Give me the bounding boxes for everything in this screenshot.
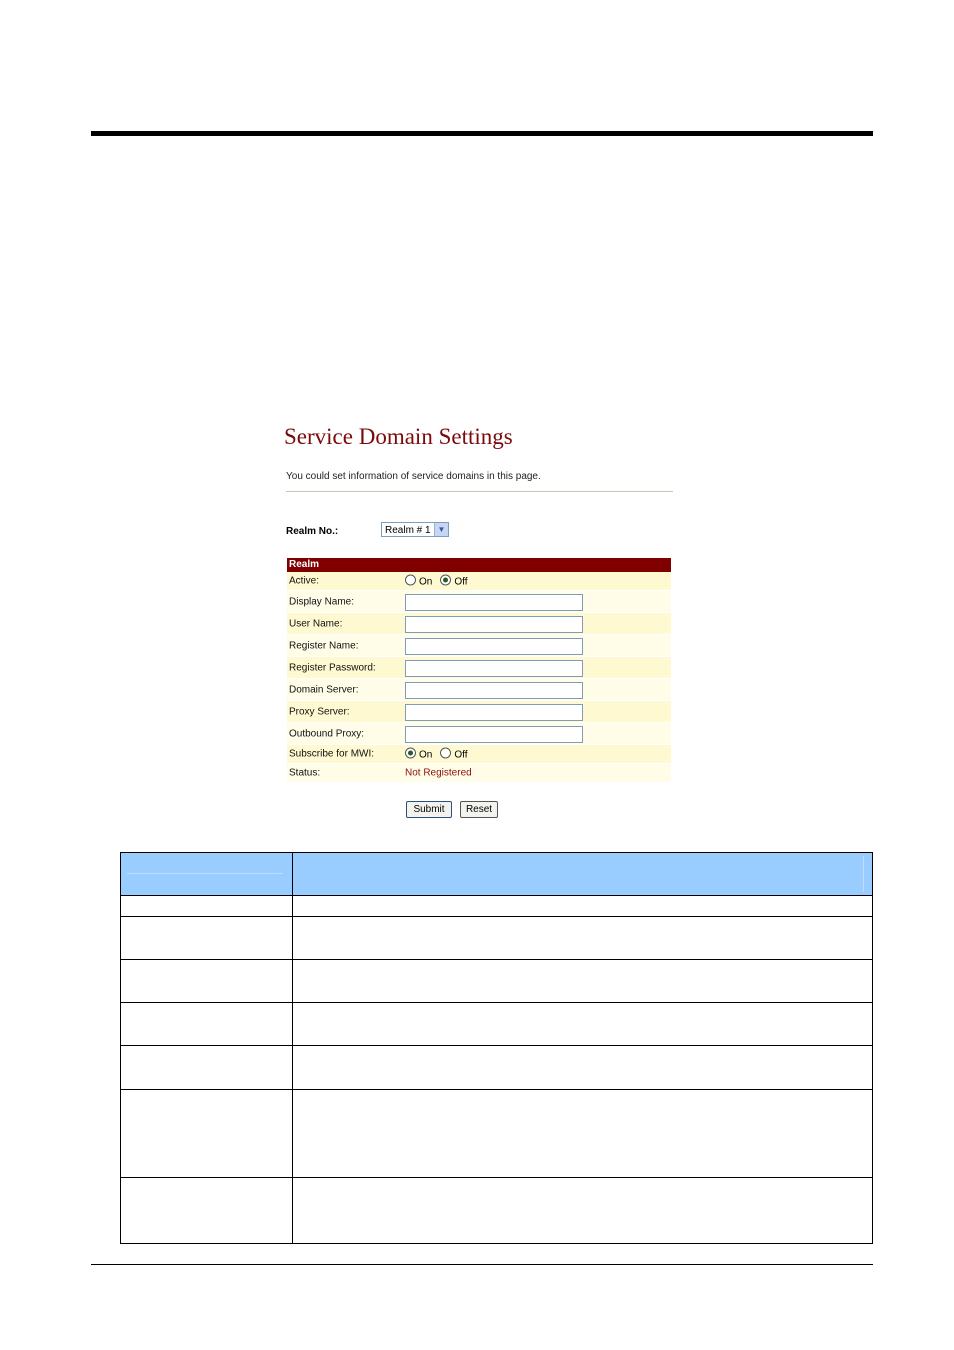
status-value: Not Registered <box>405 767 472 779</box>
mwi-on-label: On <box>419 749 433 761</box>
table-cell <box>292 917 872 960</box>
footer-rule <box>91 1264 873 1265</box>
outbound-proxy-input[interactable] <box>405 726 583 743</box>
active-on-label: On <box>419 576 433 588</box>
realm-select[interactable] <box>381 522 449 537</box>
row-subscribe-mwi <box>287 745 671 764</box>
table-row <box>121 1090 873 1178</box>
table-row <box>121 917 873 960</box>
mwi-off-radio[interactable] <box>440 748 451 759</box>
user-name-label: User Name: <box>289 618 343 629</box>
realm-select-value: Realm # 1 <box>385 525 431 536</box>
subscribe-mwi-label: Subscribe for MWI: <box>289 748 375 760</box>
panel-header: Realm <box>287 558 671 572</box>
mwi-radio-group <box>405 748 476 761</box>
mwi-on-radio[interactable] <box>405 748 416 759</box>
service-domain-screenshot <box>280 420 680 830</box>
table-cell <box>121 896 293 917</box>
proxy-server-input[interactable] <box>405 704 583 721</box>
row-proxy-server <box>287 701 671 723</box>
row-outbound-proxy <box>287 723 671 745</box>
page-description: You could set information of service domains in this page. <box>286 471 541 482</box>
active-off-radio[interactable] <box>440 575 451 586</box>
row-status <box>287 764 671 783</box>
display-name-label: Display Name: <box>289 596 355 607</box>
mwi-off-label: Off <box>454 749 468 761</box>
status-label: Status: <box>289 767 321 779</box>
outbound-proxy-label: Outbound Proxy: <box>289 728 365 739</box>
realm-no-label: Realm No.: <box>286 526 339 537</box>
row-display-name <box>287 591 671 613</box>
table-cell <box>121 1046 293 1090</box>
header-rule <box>91 131 873 136</box>
table-row <box>121 960 873 1003</box>
register-password-input[interactable] <box>405 660 583 677</box>
separator <box>286 491 673 492</box>
row-active <box>287 572 671 591</box>
table-cell <box>292 1090 872 1178</box>
domain-server-label: Domain Server: <box>289 684 359 695</box>
field-description-table <box>120 852 873 1244</box>
chevron-down-icon[interactable]: ▼ <box>434 523 448 536</box>
domain-server-input[interactable] <box>405 682 583 699</box>
table-cell <box>292 1003 872 1046</box>
table-row <box>121 1003 873 1046</box>
table-cell <box>121 1003 293 1046</box>
table-header-cell <box>292 853 872 896</box>
table-cell <box>292 960 872 1003</box>
active-off-label: Off <box>454 576 468 588</box>
display-name-input[interactable] <box>405 594 583 611</box>
table-cell <box>292 896 872 917</box>
table-header-row <box>121 853 873 896</box>
register-name-label: Register Name: <box>289 640 359 651</box>
register-name-input[interactable] <box>405 638 583 655</box>
row-domain-server <box>287 679 671 701</box>
row-user-name <box>287 613 671 635</box>
table-cell <box>121 1090 293 1178</box>
realm-panel <box>287 558 671 783</box>
table-header-cell <box>121 853 293 896</box>
table-row <box>121 1046 873 1090</box>
register-password-label: Register Password: <box>289 662 376 673</box>
user-name-input[interactable] <box>405 616 583 633</box>
page-title: Service Domain Settings <box>284 424 513 449</box>
table-cell <box>292 1046 872 1090</box>
row-register-name <box>287 635 671 657</box>
table-cell <box>292 1178 872 1244</box>
proxy-server-label: Proxy Server: <box>289 706 350 717</box>
reset-button[interactable]: Reset <box>460 801 498 818</box>
table-row <box>121 1178 873 1244</box>
submit-button[interactable]: Submit <box>406 801 452 818</box>
row-register-password <box>287 657 671 679</box>
active-on-radio[interactable] <box>405 575 416 586</box>
active-radio-group <box>405 575 476 588</box>
table-cell <box>121 960 293 1003</box>
table-row <box>121 896 873 917</box>
table-cell <box>121 917 293 960</box>
active-label: Active: <box>289 575 320 587</box>
table-cell <box>121 1178 293 1244</box>
